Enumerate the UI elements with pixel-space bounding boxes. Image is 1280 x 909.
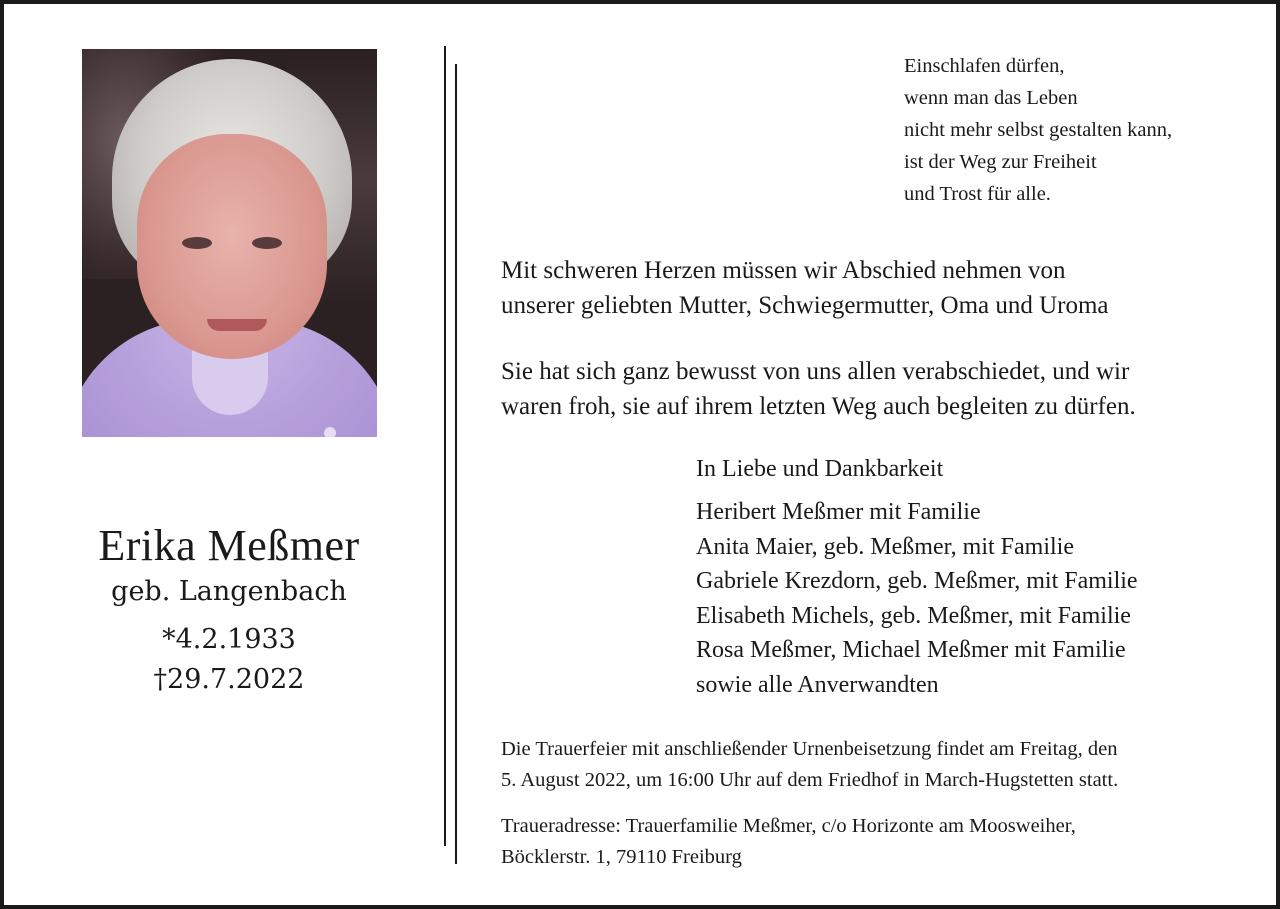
poem-line: nicht mehr selbst gestalten kann, [904, 119, 1173, 141]
photo-sweater-button [324, 427, 336, 437]
family-member: sowie alle Anverwandten [696, 671, 939, 698]
ceremony-line: Die Trauerfeier mit anschließender Urnenbeisetzung findet am Freitag, den [501, 738, 1118, 760]
address-line: Böcklerstr. 1, 79110 Freiburg [501, 846, 742, 868]
photo-mouth [207, 319, 267, 331]
poem-line: und Trost für alle. [904, 183, 1051, 205]
death-date: †29.7.2022 [153, 664, 305, 695]
divider-rule-left [444, 46, 446, 846]
portrait-photo [82, 49, 377, 437]
paragraph-line: Mit schweren Herzen müssen wir Abschied nehmen von [501, 257, 1066, 284]
poem [904, 50, 1264, 210]
paragraph-line: waren froh, sie auf ihrem letzten Weg auch begleiten zu dürfen. [501, 393, 1136, 420]
birth-name: geb. Langenbach [111, 576, 347, 607]
address-line: Traueradresse: Trauerfamilie Meßmer, c/o Horizonte am Moosweiher, [501, 815, 1076, 837]
farewell-paragraph [501, 253, 1261, 323]
family-list [696, 495, 1266, 702]
farewell-paragraph-2 [501, 354, 1261, 424]
ceremony-notice [501, 734, 1261, 796]
family-member: Heribert Meßmer mit Familie [696, 499, 981, 525]
divider-rule-right [455, 64, 457, 864]
deceased-name: Erika Meßmer [98, 521, 360, 570]
family-member: Gabriele Krezdorn, geb. Meßmer, mit Familie [696, 568, 1138, 594]
signoff: In Liebe und Dankbarkeit [696, 456, 944, 482]
mourning-address [501, 811, 1261, 873]
birth-date: *4.2.1933 [162, 624, 296, 655]
family-member: Anita Maier, geb. Meßmer, mit Familie [696, 533, 1074, 560]
photo-eye-left [182, 237, 212, 249]
paragraph-line: Sie hat sich ganz bewusst von uns allen verabschiedet, und wir [501, 358, 1130, 385]
poem-line: ist der Weg zur Freiheit [904, 151, 1097, 173]
family-member: Rosa Meßmer, Michael Meßmer mit Familie [696, 637, 1126, 663]
family-member: Elisabeth Michels, geb. Meßmer, mit Familie [696, 602, 1131, 629]
poem-line: Einschlafen dürfen, [904, 55, 1065, 77]
photo-eye-right [252, 237, 282, 249]
ceremony-line: 5. August 2022, um 16:00 Uhr auf dem Friedhof in March-Hugstetten statt. [501, 769, 1119, 791]
poem-line: wenn man das Leben [904, 87, 1078, 109]
paragraph-line: unserer geliebten Mutter, Schwiegermutter, Oma und Uroma [501, 292, 1109, 319]
